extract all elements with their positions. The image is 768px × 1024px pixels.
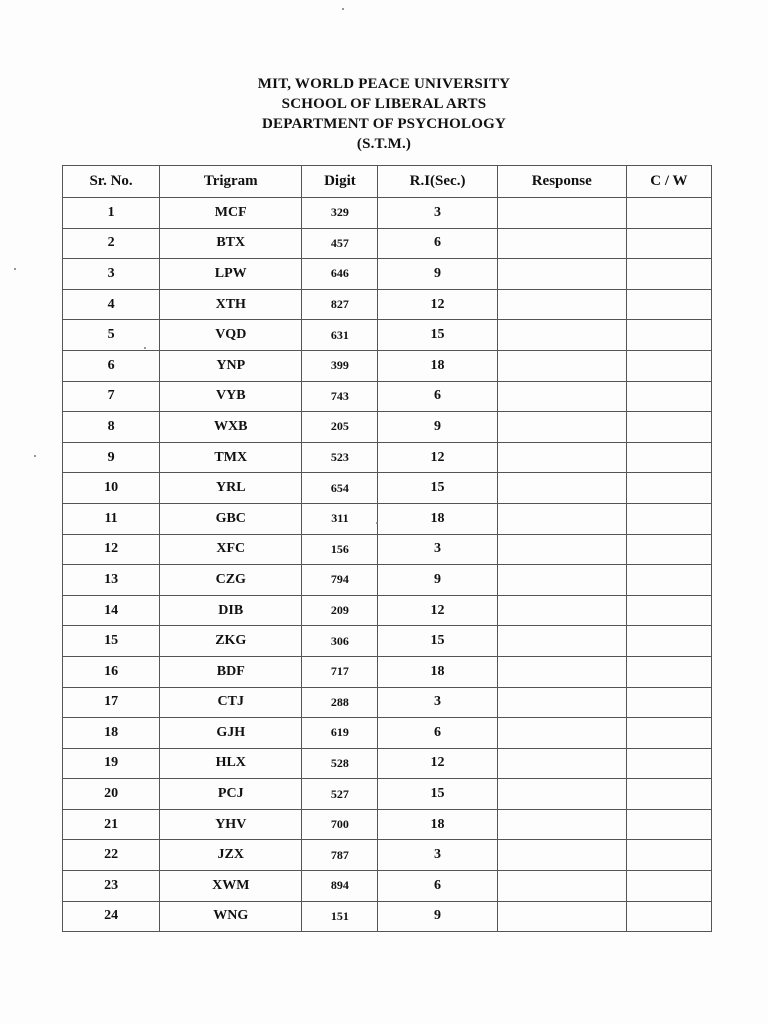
cw-cell[interactable] [626, 687, 711, 718]
cw-cell[interactable] [626, 320, 711, 351]
table-row [63, 473, 712, 504]
cw-cell[interactable] [626, 840, 711, 871]
sr-no-cell: 9 [63, 442, 160, 473]
sr-no-cell: 20 [63, 779, 160, 810]
trigram-cell: VQD [160, 320, 302, 351]
trigram-cell: YHV [160, 809, 302, 840]
response-cell[interactable] [497, 718, 626, 749]
cw-cell[interactable] [626, 748, 711, 779]
ri-cell: 18 [378, 350, 497, 381]
response-cell[interactable] [497, 901, 626, 932]
trigram-cell: MCF [160, 198, 302, 229]
sr-no-cell: 11 [63, 503, 160, 534]
sr-no-cell: 10 [63, 473, 160, 504]
trigram-cell: WNG [160, 901, 302, 932]
trigram-cell: YNP [160, 350, 302, 381]
ri-cell: 12 [378, 748, 497, 779]
sr-no-cell: 17 [63, 687, 160, 718]
document-code: (S.T.M.) [356, 136, 412, 152]
digit-cell: 528 [302, 748, 378, 779]
trigram-cell: CTJ [160, 687, 302, 718]
ri-cell: 15 [378, 626, 497, 657]
cw-cell[interactable] [626, 871, 711, 902]
trigram-cell: JZX [160, 840, 302, 871]
trigram-cell: XWM [160, 871, 302, 902]
table-row [63, 228, 712, 259]
table-row [63, 412, 712, 443]
sr-no-cell: 6 [63, 350, 160, 381]
cw-cell[interactable] [626, 626, 711, 657]
table-header-row [63, 166, 712, 198]
sr-no-cell: 18 [63, 718, 160, 749]
school-name: SCHOOL OF LIBERAL ARTS [281, 96, 487, 112]
ri-cell: 18 [378, 503, 497, 534]
trigram-cell: CZG [160, 565, 302, 596]
trigram-cell: ZKG [160, 626, 302, 657]
digit-cell: 794 [302, 565, 378, 596]
cw-cell[interactable] [626, 289, 711, 320]
digit-cell: 654 [302, 473, 378, 504]
digit-cell: 743 [302, 381, 378, 412]
table-row [63, 595, 712, 626]
response-cell[interactable] [497, 809, 626, 840]
ri-cell: 12 [378, 442, 497, 473]
sr-no-cell: 21 [63, 809, 160, 840]
table-row [63, 809, 712, 840]
cw-cell[interactable] [626, 473, 711, 504]
digit-cell: 329 [302, 198, 378, 229]
cw-cell[interactable] [626, 442, 711, 473]
table-row [63, 871, 712, 902]
cw-cell[interactable] [626, 381, 711, 412]
ri-cell: 15 [378, 779, 497, 810]
digit-cell: 527 [302, 779, 378, 810]
table-row [63, 198, 712, 229]
response-cell[interactable] [497, 748, 626, 779]
table-row [63, 565, 712, 596]
cw-cell[interactable] [626, 198, 711, 229]
response-cell[interactable] [497, 687, 626, 718]
cw-cell[interactable] [626, 412, 711, 443]
ri-cell: 3 [378, 840, 497, 871]
ri-cell: 9 [378, 901, 497, 932]
response-cell[interactable] [497, 228, 626, 259]
trigram-cell: XFC [160, 534, 302, 565]
table-row [63, 259, 712, 290]
cw-cell[interactable] [626, 534, 711, 565]
cw-cell[interactable] [626, 718, 711, 749]
cw-cell[interactable] [626, 809, 711, 840]
ri-cell: 12 [378, 289, 497, 320]
ri-cell: 3 [378, 687, 497, 718]
cw-cell[interactable] [626, 259, 711, 290]
ri-cell: 18 [378, 656, 497, 687]
cw-cell[interactable] [626, 228, 711, 259]
trigram-cell: GJH [160, 718, 302, 749]
response-cell[interactable] [497, 565, 626, 596]
university-name: MIT, WORLD PEACE UNIVERSITY [257, 76, 511, 92]
response-cell[interactable] [497, 259, 626, 290]
column-header-cw: C / W [626, 166, 711, 198]
sr-no-cell: 13 [63, 565, 160, 596]
sr-no-cell: 16 [63, 656, 160, 687]
response-cell[interactable] [497, 871, 626, 902]
digit-cell: 156 [302, 534, 378, 565]
sr-no-cell: 5 [63, 320, 160, 351]
digit-cell: 700 [302, 809, 378, 840]
digit-cell: 827 [302, 289, 378, 320]
response-cell[interactable] [497, 289, 626, 320]
department-name: DEPARTMENT OF PSYCHOLOGY [261, 116, 506, 132]
ri-cell: 6 [378, 718, 497, 749]
trigram-cell: PCJ [160, 779, 302, 810]
sr-no-cell: 12 [63, 534, 160, 565]
response-cell[interactable] [497, 350, 626, 381]
response-cell[interactable] [497, 473, 626, 504]
ri-cell: 15 [378, 473, 497, 504]
digit-cell: 311 [302, 503, 378, 534]
sr-no-cell: 2 [63, 228, 160, 259]
scan-speck [144, 347, 146, 349]
ri-cell: 18 [378, 809, 497, 840]
trigram-cell: HLX [160, 748, 302, 779]
trigram-cell: BTX [160, 228, 302, 259]
trigram-cell: WXB [160, 412, 302, 443]
sr-no-cell: 7 [63, 381, 160, 412]
digit-cell: 523 [302, 442, 378, 473]
cw-cell[interactable] [626, 779, 711, 810]
response-cell[interactable] [497, 626, 626, 657]
table-row [63, 442, 712, 473]
sr-no-cell: 23 [63, 871, 160, 902]
response-cell[interactable] [497, 320, 626, 351]
scan-speck [376, 522, 378, 524]
digit-cell: 717 [302, 656, 378, 687]
response-cell[interactable] [497, 198, 626, 229]
digit-cell: 787 [302, 840, 378, 871]
response-cell[interactable] [497, 381, 626, 412]
response-cell[interactable] [497, 840, 626, 871]
trigram-cell: LPW [160, 259, 302, 290]
trigram-cell: DIB [160, 595, 302, 626]
scan-speck [14, 268, 16, 270]
sr-no-cell: 8 [63, 412, 160, 443]
table-row [63, 289, 712, 320]
trigram-cell: BDF [160, 656, 302, 687]
trigram-cell: TMX [160, 442, 302, 473]
column-header-trigram: Trigram [160, 166, 302, 198]
ri-cell: 3 [378, 534, 497, 565]
sr-no-cell: 24 [63, 901, 160, 932]
response-cell[interactable] [497, 595, 626, 626]
table-row [63, 350, 712, 381]
table-row [63, 626, 712, 657]
trigram-cell: XTH [160, 289, 302, 320]
table-row [63, 748, 712, 779]
table-row [63, 901, 712, 932]
column-header-response: Response [497, 166, 626, 198]
cw-cell[interactable] [626, 565, 711, 596]
digit-cell: 151 [302, 901, 378, 932]
column-header-digit: Digit [302, 166, 378, 198]
sr-no-cell: 4 [63, 289, 160, 320]
sr-no-cell: 19 [63, 748, 160, 779]
trigram-cell: YRL [160, 473, 302, 504]
digit-cell: 894 [302, 871, 378, 902]
sr-no-cell: 15 [63, 626, 160, 657]
table-row [63, 656, 712, 687]
table-row [63, 779, 712, 810]
stm-response-table [62, 165, 712, 932]
sr-no-cell: 1 [63, 198, 160, 229]
ri-cell: 6 [378, 871, 497, 902]
ri-cell: 12 [378, 595, 497, 626]
digit-cell: 205 [302, 412, 378, 443]
trigram-cell: GBC [160, 503, 302, 534]
digit-cell: 399 [302, 350, 378, 381]
column-header-sr-no: Sr. No. [63, 166, 160, 198]
ri-cell: 6 [378, 228, 497, 259]
table-row [63, 381, 712, 412]
ri-cell: 9 [378, 259, 497, 290]
table-row [63, 718, 712, 749]
scan-speck [34, 455, 36, 457]
sr-no-cell: 3 [63, 259, 160, 290]
cw-cell[interactable] [626, 503, 711, 534]
table-row [63, 503, 712, 534]
ri-cell: 15 [378, 320, 497, 351]
ri-cell: 3 [378, 198, 497, 229]
table-row [63, 534, 712, 565]
digit-cell: 646 [302, 259, 378, 290]
response-cell[interactable] [497, 534, 626, 565]
cw-cell[interactable] [626, 595, 711, 626]
cw-cell[interactable] [626, 656, 711, 687]
table-body [63, 198, 712, 932]
response-cell[interactable] [497, 503, 626, 534]
table-row [63, 320, 712, 351]
document-header [0, 74, 768, 154]
digit-cell: 209 [302, 595, 378, 626]
cw-cell[interactable] [626, 901, 711, 932]
scan-speck [342, 8, 344, 10]
digit-cell: 631 [302, 320, 378, 351]
digit-cell: 288 [302, 687, 378, 718]
digit-cell: 619 [302, 718, 378, 749]
sr-no-cell: 14 [63, 595, 160, 626]
response-cell[interactable] [497, 779, 626, 810]
ri-cell: 9 [378, 412, 497, 443]
trigram-cell: VYB [160, 381, 302, 412]
table-row [63, 687, 712, 718]
table-row [63, 840, 712, 871]
ri-cell: 9 [378, 565, 497, 596]
digit-cell: 457 [302, 228, 378, 259]
sr-no-cell: 22 [63, 840, 160, 871]
response-cell[interactable] [497, 442, 626, 473]
response-cell[interactable] [497, 412, 626, 443]
response-cell[interactable] [497, 656, 626, 687]
column-header-ri: R.I(Sec.) [378, 166, 497, 198]
ri-cell: 6 [378, 381, 497, 412]
digit-cell: 306 [302, 626, 378, 657]
cw-cell[interactable] [626, 350, 711, 381]
